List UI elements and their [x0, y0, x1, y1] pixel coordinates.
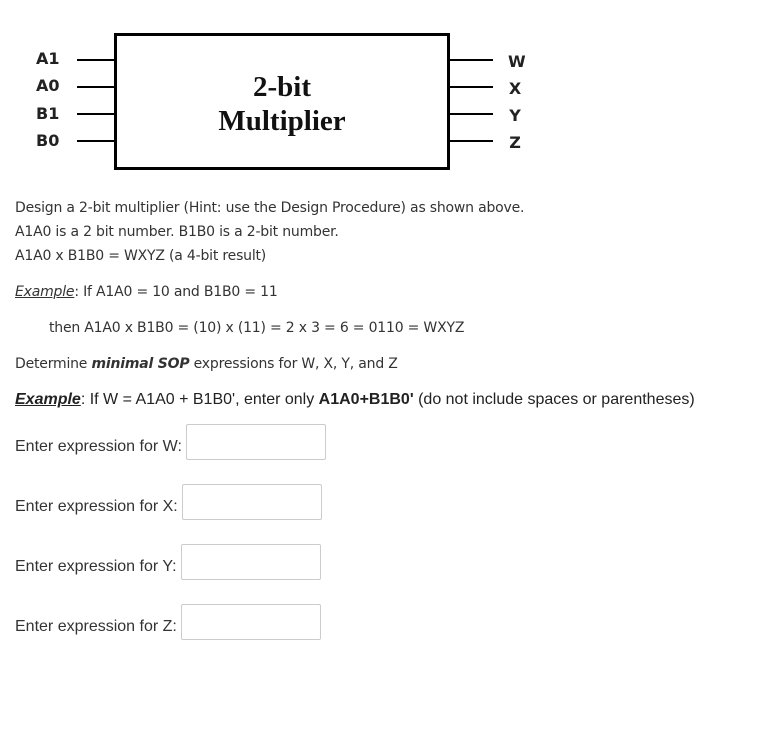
- example-label: Example: [15, 284, 75, 300]
- field-label-w: Enter expression for W:: [15, 438, 182, 455]
- multiplier-block: [114, 33, 450, 170]
- instruction-line-2: A1A0 is a 2 bit number. B1B0 is a 2-bit number.: [15, 224, 339, 240]
- determine-line: [15, 355, 398, 373]
- field-label-x: Enter expression for X:: [15, 498, 178, 515]
- output-wire-y: [449, 113, 493, 115]
- determine-prefix: Determine: [15, 356, 92, 372]
- input-wire-a1: [77, 59, 115, 61]
- format-example-answer: A1A0+B1B0': [318, 391, 414, 408]
- input-pin-a0: A0: [36, 76, 60, 95]
- expression-input-z[interactable]: [181, 604, 321, 640]
- output-pin-y: Y: [509, 106, 521, 125]
- output-wire-z: [449, 140, 493, 142]
- output-wire-w: [449, 59, 493, 61]
- format-example-line: [15, 390, 695, 410]
- input-wire-b1: [77, 113, 115, 115]
- example-line: [15, 283, 278, 301]
- format-example-text: : If W = A1A0 + B1B0', enter only: [80, 391, 319, 408]
- output-pin-w: W: [508, 52, 526, 71]
- block-title-line1: 2-bit: [253, 71, 311, 103]
- field-label-z: Enter expression for Z:: [15, 618, 177, 635]
- input-pin-b1: B1: [36, 104, 60, 123]
- determine-suffix: expressions for W, X, Y, and Z: [189, 356, 398, 372]
- block-title-line2: Multiplier: [218, 105, 346, 137]
- input-wire-b0: [77, 140, 115, 142]
- determine-emphasis: minimal SOP: [91, 356, 190, 372]
- example-text: : If A1A0 = 10 and B1B0 = 11: [74, 284, 278, 300]
- expression-input-x[interactable]: [182, 484, 322, 520]
- expression-input-y[interactable]: [181, 544, 321, 580]
- format-example-label: Example: [15, 391, 81, 408]
- output-wire-x: [449, 86, 493, 88]
- multiplier-diagram: [0, 0, 757, 190]
- input-pin-b0: B0: [36, 131, 60, 150]
- output-pin-z: Z: [509, 133, 521, 152]
- output-pin-x: X: [508, 79, 522, 98]
- expression-input-w[interactable]: [186, 424, 326, 460]
- input-wire-a0: [77, 86, 115, 88]
- instruction-line-3: A1A0 x B1B0 = WXYZ (a 4-bit result): [15, 248, 267, 264]
- format-example-note: (do not include spaces or parentheses): [413, 391, 695, 408]
- field-label-y: Enter expression for Y:: [15, 558, 177, 575]
- input-pin-a1: A1: [36, 49, 60, 68]
- example-calculation: then A1A0 x B1B0 = (10) x (11) = 2 x 3 = 6 = 0110 = WXYZ: [49, 320, 465, 336]
- instruction-line-1: Design a 2-bit multiplier (Hint: use the Design Procedure) as shown above.: [15, 200, 525, 216]
